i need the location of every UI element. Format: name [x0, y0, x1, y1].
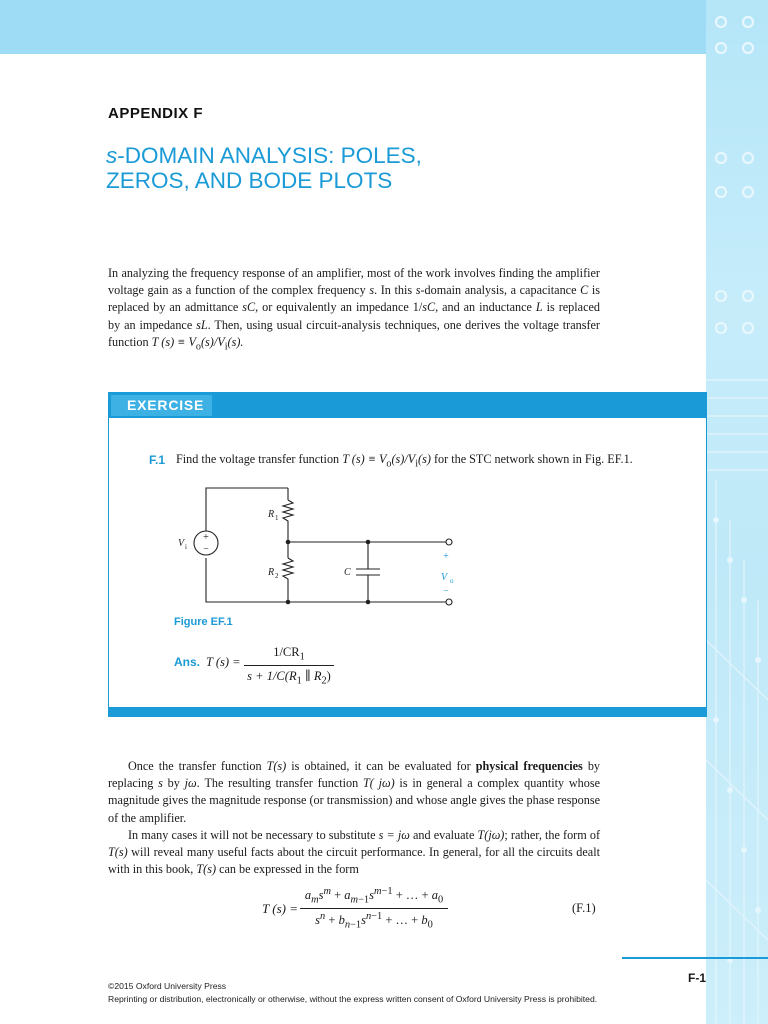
answer-numerator: $1/CR_1$ [244, 645, 334, 666]
exercise-bottom-bar [108, 707, 707, 717]
node-dot-2 [366, 540, 371, 545]
node-dot-3 [286, 600, 291, 605]
node-dot-4 [366, 600, 371, 605]
output-minus: − [443, 586, 449, 597]
answer-label: Ans. [174, 655, 201, 669]
output-terminal-bottom [446, 599, 452, 605]
node-dot-1 [286, 540, 291, 545]
top-color-band [0, 0, 768, 54]
body-paragraph-1: Once the transfer function T(s) is obtained, it can be evaluated for physical frequencies by replacing s by jω. The resulting transfer function T( jω) is in general a complex quantity whose magnitude gives the magnitude response (or transmission) and whose angle gives the phase response of the amplifier. [108, 759, 601, 825]
answer-fraction [244, 645, 334, 686]
label-r1: R [268, 509, 275, 520]
label-c: C [344, 567, 351, 578]
copyright-line: ©2015 Oxford University Press [108, 981, 227, 991]
label-vo-sub: o [450, 577, 454, 585]
page-number: F-1 [688, 971, 706, 985]
wire-top-left [206, 488, 288, 536]
exercise-prompt: Find the voltage transfer function T $(s) \equiv V_o(s)/V_i(s)$ for the STC network shown in Fig. EF.1. [176, 452, 633, 470]
resistor-r1 [283, 500, 293, 542]
equation-denominator: $s^n + b_{n-1}s^{n-1}$ + … + $b_0$ [315, 910, 433, 931]
appendix-label: APPENDIX F [108, 105, 204, 122]
equation-number: (F.1) [572, 901, 596, 915]
source-plus: + [203, 532, 209, 543]
label-vi-sub: i [185, 543, 187, 551]
answer-lhs: T (s) = [206, 655, 241, 669]
body-paragraph-2: In many cases it will not be necessary to substitute s = jω and evaluate T(jω); rather, the form of T(s) will reveal many useful facts about the circuit performance. In general, for all the circuits dealt with in this book, T(s) can be expressed in the form [108, 828, 600, 877]
figure-caption: Figure EF.1 [174, 616, 233, 628]
capacitor-c [356, 542, 380, 602]
intro-paragraph: In analyzing the frequency response of an amplifier, most of the work involves finding the amplifier voltage gain as a function of the complex frequency s. In this s-domain analysis, a capacitance C is replaced by an admittance sC, or equivalently an impedance 1/sC, and an inductance L is replaced by an impedance sL. Then, using usual circuit-analysis techniques, one derives the voltage transfer function T $(s) \equiv V_o(s)/V_i(s)$. [108, 266, 600, 353]
stc-circuit-diagram [170, 478, 470, 613]
side-decorative-band [706, 0, 768, 1024]
label-r1-sub: 1 [275, 514, 279, 522]
label-r2: R [268, 567, 275, 578]
footer-rule [622, 957, 768, 959]
label-vi: V [178, 538, 185, 549]
circuit-pattern-graphic [706, 0, 768, 1024]
wire-bottom [206, 558, 446, 602]
output-terminal-top [446, 539, 452, 545]
chapter-title [106, 143, 526, 193]
label-r2-sub: 2 [275, 572, 279, 580]
source-minus: − [203, 544, 209, 555]
equation-fraction [300, 886, 448, 930]
equation-numerator: $a_ms^m + a_{m-1}s^{m-1}$ + … + $a_0$ [300, 886, 448, 909]
exercise-tab: EXERCISE [111, 395, 212, 416]
resistor-r2 [283, 558, 293, 602]
exercise-number: F.1 [149, 453, 166, 467]
answer-denominator: $s + 1/C(R_1$ ∥ $R_2$) [247, 668, 331, 686]
rights-notice: Reprinting or distribution, electronically or otherwise, without the express written consent of Oxford University Press is prohibited. [108, 994, 598, 1004]
output-plus: + [443, 551, 449, 562]
title-line2: ZEROS, AND BODE PLOTS [106, 168, 393, 193]
title-italic-s: s [106, 143, 118, 168]
equation-lhs: T (s) = [262, 901, 298, 916]
title-line1: -DOMAIN ANALYSIS: POLES, [117, 143, 422, 168]
label-vo: V [440, 572, 448, 583]
